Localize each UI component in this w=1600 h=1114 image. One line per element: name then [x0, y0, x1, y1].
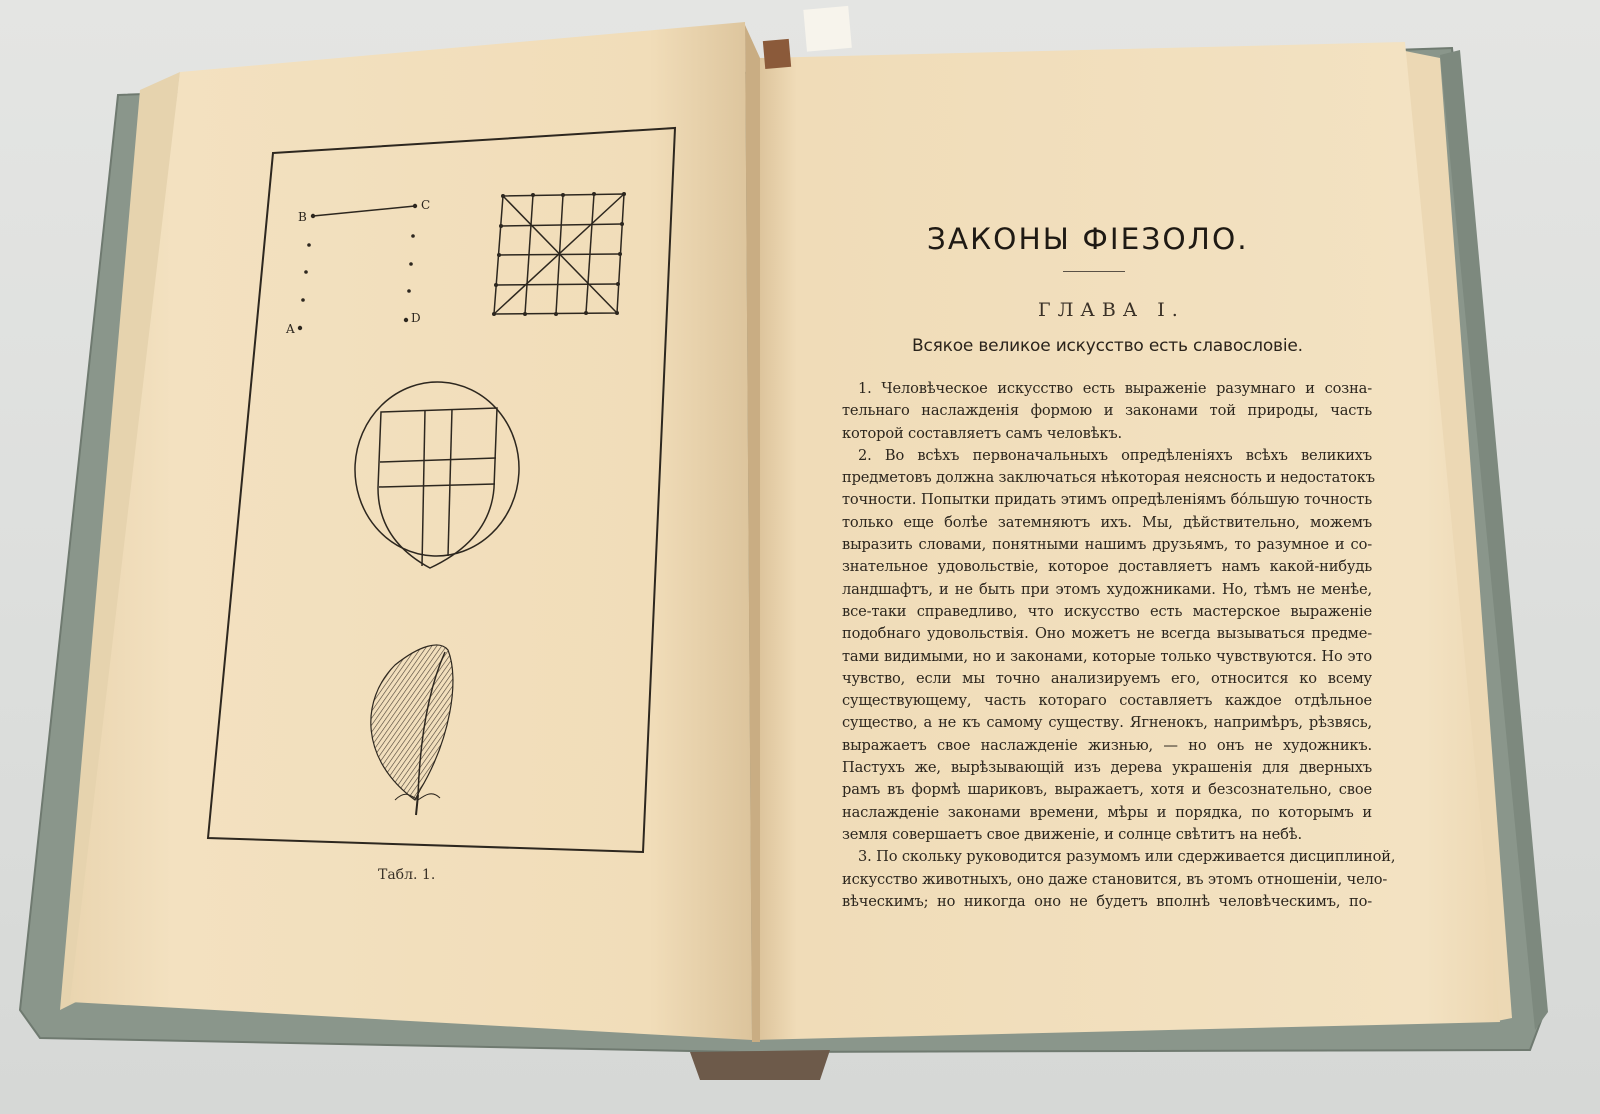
body-text	[842, 378, 1396, 913]
text-line: знательное удовольствіе, которое доставляетъ намъ какой-нибудь	[842, 558, 1372, 576]
left-page	[70, 22, 752, 1040]
figure-label-b: B	[298, 210, 307, 224]
text-line: наслажденіе законами времени, мѣры и порядка, по которымъ и	[842, 803, 1372, 821]
text-line: земля совершаетъ свое движеніе, и солнце свѣтитъ на небѣ.	[842, 825, 1302, 843]
text-line: существующему, часть котораго составляетъ каждое отдѣльное	[842, 692, 1372, 710]
text-line: тами видимыми, но и законами, которые только чувствуются. Но это	[842, 647, 1372, 665]
title-rule	[1063, 271, 1125, 272]
page-title: ЗАКОНЫ ФІЕЗОЛО.	[926, 222, 1249, 256]
text-line: тельнаго наслажденія формою и законами той природы, часть	[842, 402, 1372, 420]
bookmark-paper	[803, 6, 851, 52]
text-line: существо, а не къ самому существу. Ягненокъ, напримѣръ, рѣзвясь,	[842, 714, 1372, 732]
figure-label-c: C	[421, 198, 431, 212]
text-line: рамъ въ формѣ шариковъ, выражаетъ, хотя и безсознательно, свое	[842, 781, 1372, 799]
text-line: выразить словами, понятными нашимъ друзьямъ, то разумное и со-	[842, 536, 1372, 554]
text-line: 1. Человѣческое искусство есть выраженіе разумнаго и созна-	[858, 380, 1372, 397]
text-line: только еще болѣе затемняютъ ихъ. Мы, дѣйствительно, можемъ	[842, 513, 1372, 531]
text-line: Пастухъ же, вырѣзывающій изъ дерева украшенія для дверныхъ	[842, 759, 1372, 777]
text-line: точности. Попытки придать этимъ опредѣленіямъ бо́льшую точность	[842, 491, 1372, 509]
text-line: ландшафтъ, и не быть при этомъ художниками. Но, тѣмъ не менѣе,	[842, 580, 1372, 598]
text-line: вѣческимъ; но никогда оно не будетъ вполнѣ человѣческимъ, по-	[842, 892, 1372, 910]
text-line: предметовъ должна заключаться нѣкоторая неясность и недостатокъ	[842, 469, 1375, 487]
text-line: 2. Во всѣхъ первоначальныхъ опредѣленіяхъ всѣхъ великихъ	[858, 446, 1372, 464]
chapter-subtitle: Всякое великое искусство есть славословіе.	[912, 336, 1303, 356]
text-line: чувство, если мы точно анализируемъ его, относится ко всему	[842, 669, 1372, 687]
headband	[763, 39, 791, 69]
chapter-heading: ГЛАВА І.	[1038, 299, 1185, 321]
text-line: 3. По скольку руководится разумомъ или сдерживается дисциплиной,	[858, 848, 1396, 866]
text-line: выражаетъ свое наслажденіе жизнью, — но онъ не художникъ.	[842, 736, 1372, 754]
figure-label-d: D	[411, 311, 421, 325]
text-line: все-таки справедливо, что искусство есть мастерское выраженіе	[842, 602, 1372, 620]
text-line: подобнаго удовольствія. Оно можетъ не всегда вызываться предме-	[842, 625, 1372, 643]
text-line: которой составляетъ самъ человѣкъ.	[842, 424, 1122, 442]
text-line: искусство животныхъ, оно даже становится, въ этомъ отношеніи, чело-	[842, 870, 1388, 888]
plate-caption: Табл. 1.	[378, 867, 436, 883]
figure-label-a: A	[286, 322, 295, 336]
